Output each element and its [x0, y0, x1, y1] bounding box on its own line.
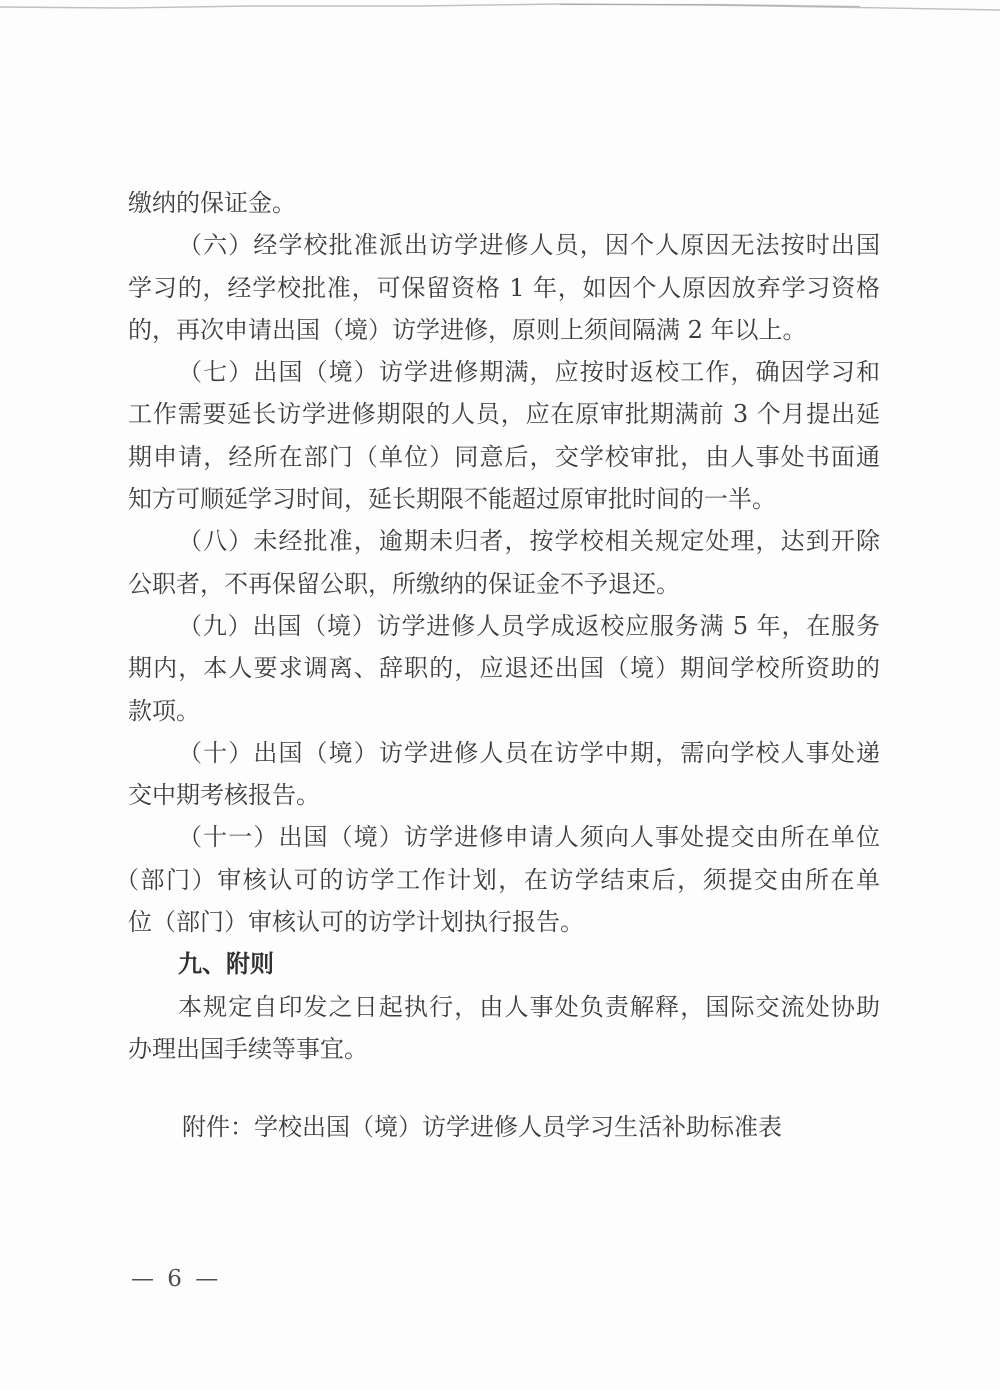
- text-line: （八）未经批准，逾期未归者，按学校相关规定处理，达到开除: [178, 527, 880, 556]
- text-line: 学习的，经学校批准，可保留资格 1 年，如因个人原因放弃学习资格: [128, 273, 880, 302]
- text-line: 缴纳的保证金。: [128, 189, 296, 217]
- document-body: [115, 182, 880, 1149]
- page-number: — 6 —: [131, 1266, 222, 1292]
- section-heading: 九、附则: [178, 949, 274, 979]
- text-line: 工作需要延长访学进修期限的人员，应在原审批期满前 3 个月提出延: [128, 400, 880, 429]
- text-line: 知方可顺延学习时间，延长期限不能超过原审批时间的一半。: [128, 485, 776, 514]
- text-line: 公职者，不再保留公职，所缴纳的保证金不予退还。: [128, 569, 680, 598]
- scan-artifact-line: [0, 0, 1000, 18]
- text-line: 款项。: [128, 696, 200, 725]
- text-line: 位（部门）审核认可的访学计划执行报告。: [128, 908, 584, 937]
- text-line: 本规定自印发之日起执行，由人事处负责解释，国际交流处协助: [178, 992, 880, 1021]
- text-line: （七）出国（境）访学进修期满，应按时返校工作，确因学习和: [178, 358, 880, 387]
- text-line: 办理出国手续等事宜。: [128, 1034, 368, 1063]
- text-line: （十一）出国（境）访学进修申请人须向人事处提交由所在单位: [178, 823, 880, 852]
- text-line: 交中期考核报告。: [128, 781, 320, 810]
- text-line: 的，再次申请出国（境）访学进修，原则上须间隔满 2 年以上。: [128, 315, 807, 344]
- text-line: （六）经学校批准派出访学进修人员，因个人原因无法按时出国: [178, 231, 880, 260]
- text-line: （九）出国（境）访学进修人员学成返校应服务满 5 年，在服务: [178, 611, 880, 640]
- attachment-note: 附件：学校出国（境）访学进修人员学习生活补助标准表: [182, 1113, 782, 1142]
- text-line: （十）出国（境）访学进修人员在访学中期，需向学校人事处递: [178, 738, 880, 767]
- text-line: （部门）审核认可的访学工作计划，在访学结束后，须提交由所在单: [115, 865, 880, 894]
- text-line: 期申请，经所在部门（单位）同意后，交学校审批，由人事处书面通: [128, 442, 880, 471]
- text-line: 期内，本人要求调离、辞职的，应退还出国（境）期间学校所资助的: [128, 654, 880, 683]
